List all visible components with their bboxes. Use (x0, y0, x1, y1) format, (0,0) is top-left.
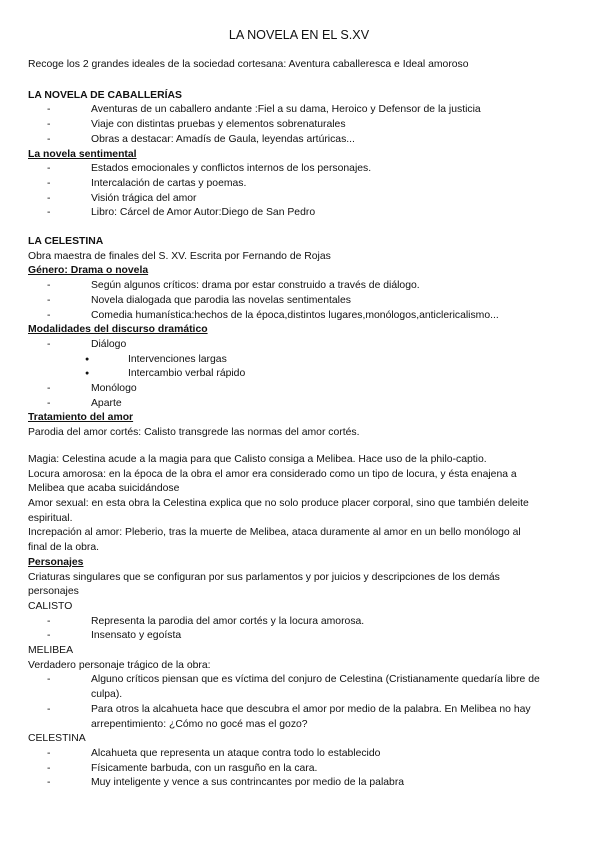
list-item-continuation: culpa). (91, 689, 123, 701)
bullet-item: ● Intercambio verbal rápido (28, 367, 570, 382)
list-item: - Aparte (28, 397, 570, 412)
list-item: - Monólogo (28, 382, 570, 397)
amor-locura-line1: Locura amorosa: en la época de la obra el amor era considerado como un tipo de locura, y ésta enajena a (28, 468, 517, 480)
amor-parodia: Parodia del amor cortés: Calisto transgrede las normas del amor cortés. (28, 427, 360, 439)
list-item: - Estados emocionales y conflictos internos de los personajes. (28, 162, 570, 177)
list-item: - Novela dialogada que parodia las novelas sentimentales (28, 294, 570, 309)
document-title: LA NOVELA EN EL S.XV (228, 28, 370, 42)
list-item: - Para otros la alcahueta hace que descubra el amor por medio de la palabra. En Melibea no hay (28, 703, 570, 718)
heading-sentimental: La novela sentimental (28, 148, 137, 160)
list-item: - Alguno críticos piensan que es víctima del conjuro de Celestina (Cristianamente quedaría libre de (28, 673, 570, 688)
heading-celestina: LA CELESTINA (28, 236, 104, 248)
celestina-intro: Obra maestra de finales del S. XV. Escrita por Fernando de Rojas (28, 250, 331, 262)
heading-genero: Género: Drama o novela (28, 265, 149, 277)
amor-locura-line2: Melibea que acaba suicidándose (28, 483, 180, 495)
melibea-intro: Verdadero personaje trágico de la obra: (28, 659, 211, 671)
list-item: - Representa la parodia del amor cortés y la locura amorosa. (28, 615, 570, 630)
list-item: - Muy inteligente y vence a sus contrincantes por medio de la palabra (28, 776, 570, 791)
list-item: - Aventuras de un caballero andante :Fiel a su dama, Heroico y Defensor de la justicia (28, 103, 570, 118)
amor-increpacion-line2: final de la obra. (28, 542, 100, 554)
amor-sexual-line1: Amor sexual: en esta obra la Celestina explica que no solo produce placer corporal, sino que también deleite (28, 497, 529, 509)
list-item: - Intercalación de cartas y poemas. (28, 177, 570, 192)
bullet-item: ● Intervenciones largas (28, 353, 570, 368)
amor-increpacion-line1: Increpación al amor: Pleberio, tras la muerte de Melibea, ataca duramente al amor en un bello monólogo al (28, 527, 521, 539)
character-name-calisto: CALISTO (28, 600, 73, 612)
list-item: - Según algunos críticos: drama por estar construido a través de diálogo. (28, 279, 570, 294)
list-item: - Viaje con distintas pruebas y elementos sobrenaturales (28, 118, 570, 133)
list-item: - Diálogo (28, 338, 570, 353)
amor-magia: Magia: Celestina acude a la magia para que Calisto consiga a Melibea. Hace uso de la philo-captio. (28, 453, 487, 465)
list-item: - Físicamente barbuda, con un rasguño en la cara. (28, 762, 570, 777)
character-name-celestina: CELESTINA (28, 733, 86, 745)
character-name-melibea: MELIBEA (28, 645, 74, 657)
personajes-intro-line1: Criaturas singulares que se configuran por sus parlamentos y por juicios y descripciones de los demás (28, 571, 500, 583)
list-item: - Libro: Cárcel de Amor Autor:Diego de San Pedro (28, 206, 570, 221)
heading-caballerias: LA NOVELA DE CABALLERÍAS (28, 89, 182, 101)
list-item-continuation: arrepentimiento: ¿Cómo no gocé mas el gozo? (91, 718, 308, 730)
amor-sexual-line2: espiritual. (28, 512, 73, 524)
heading-modalidades: Modalidades del discurso dramático (28, 324, 208, 336)
list-item: - Visión trágica del amor (28, 192, 570, 207)
list-item: - Alcahueta que representa un ataque contra todo lo establecido (28, 747, 570, 762)
intro-text: Recoge los 2 grandes ideales de la sociedad cortesana: Aventura caballeresca e Ideal amoroso (28, 59, 469, 70)
spacer (28, 221, 570, 235)
list-item: - Insensato y egoísta (28, 629, 570, 644)
spacer (28, 441, 570, 453)
personajes-intro-line2: personajes (28, 586, 79, 598)
list-item: - Comedia humanística:hechos de la época,distintos lugares,monólogos,anticlericalismo... (28, 309, 570, 324)
heading-personajes: Personajes (28, 556, 84, 568)
heading-amor: Tratamiento del amor (28, 412, 134, 424)
list-item: - Obras a destacar: Amadís de Gaula, leyendas artúricas... (28, 133, 570, 148)
